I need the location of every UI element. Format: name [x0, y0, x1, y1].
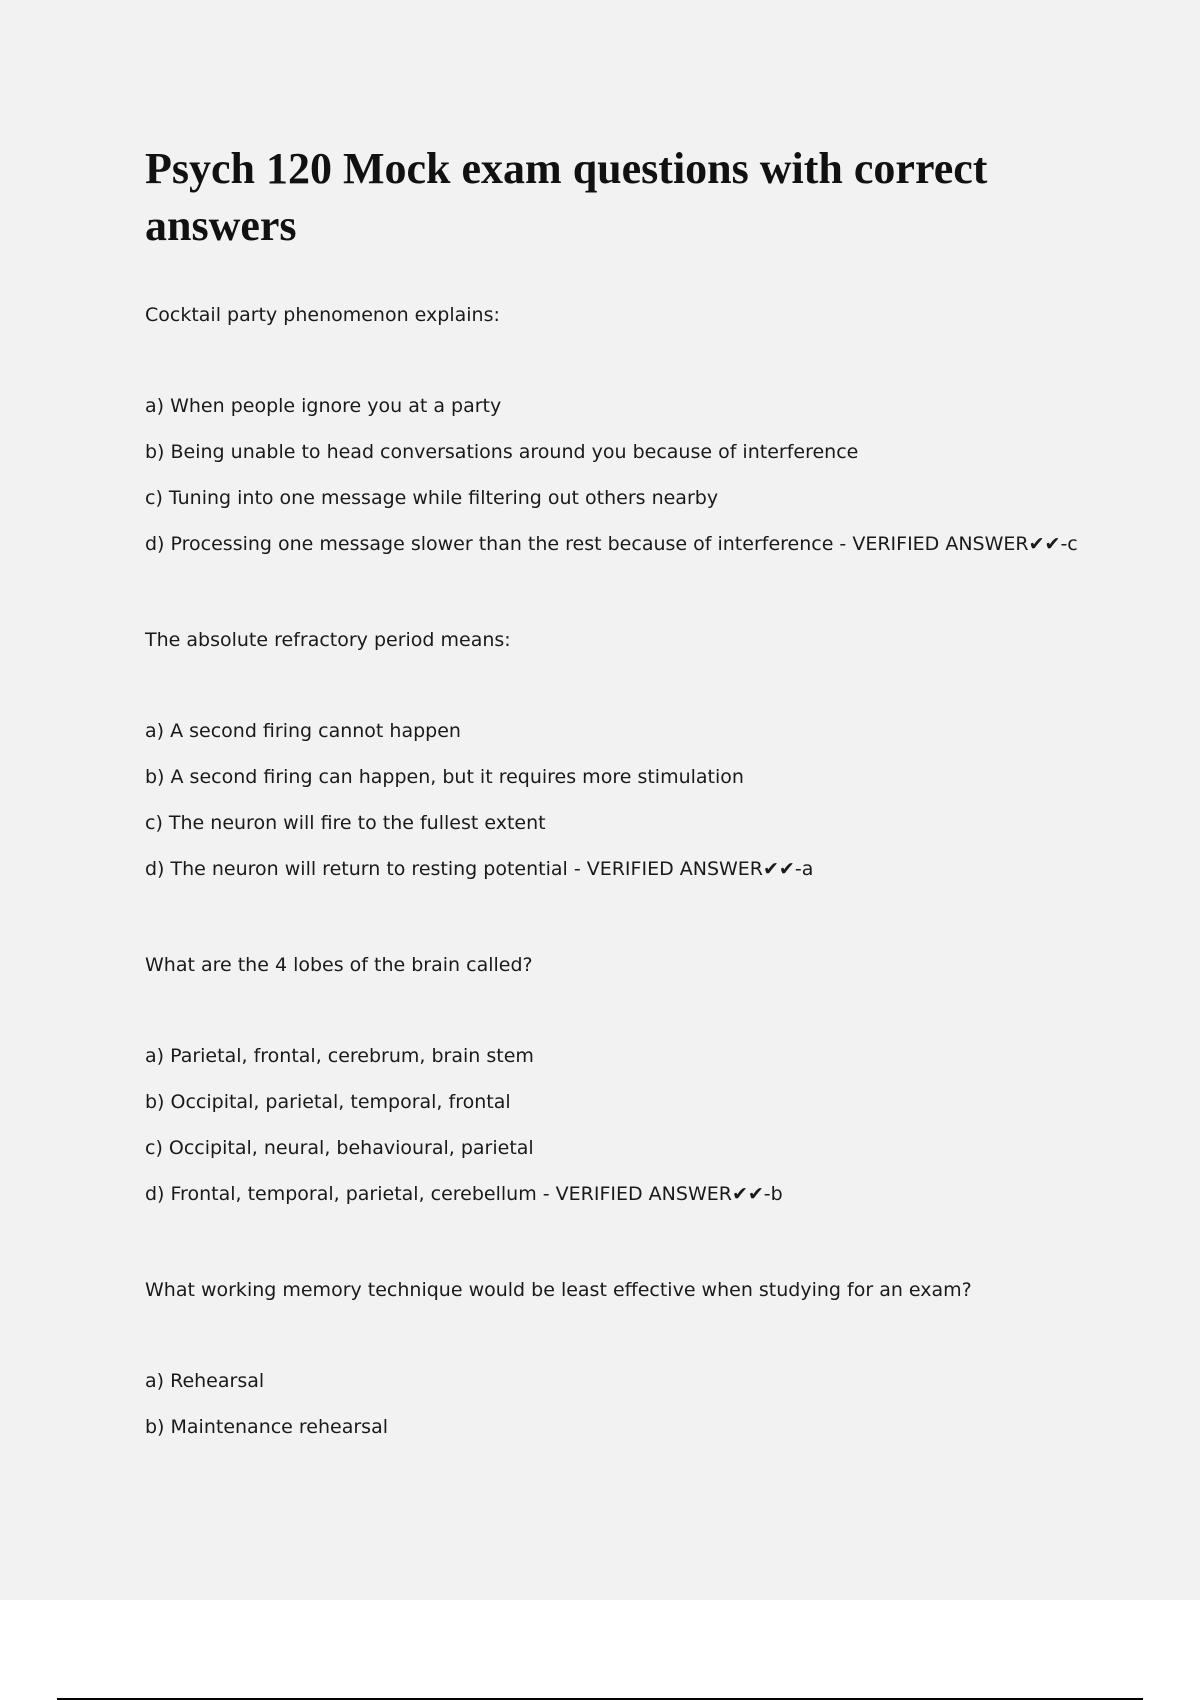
question-text: What are the 4 lobes of the brain called?	[145, 954, 533, 976]
answer-option-d: d) Frontal, temporal, parietal, cerebellum - VERIFIED ANSWER✔✔-b	[145, 1183, 783, 1205]
question-block-2	[145, 627, 1105, 882]
answer-option-d: d) Processing one message slower than the rest because of interference - VERIFIED ANSWER✔✔-c	[145, 533, 1078, 555]
question-block-3	[145, 952, 1105, 1207]
answer-option-c: c) Occipital, neural, behavioural, parietal	[145, 1137, 534, 1159]
answer-option-b: b) Maintenance rehearsal	[145, 1416, 389, 1438]
question-text: The absolute refractory period means:	[145, 629, 511, 651]
answer-option-b: b) Being unable to head conversations around you because of interference	[145, 441, 859, 463]
answer-option-a: a) A second firing cannot happen	[145, 720, 461, 742]
answer-option-d: d) The neuron will return to resting potential - VERIFIED ANSWER✔✔-a	[145, 858, 814, 880]
question-text: What working memory technique would be least effective when studying for an exam?	[145, 1279, 972, 1301]
answer-option-a: a) Rehearsal	[145, 1370, 265, 1392]
question-block-4	[145, 1277, 1105, 1440]
answer-option-a: a) Parietal, frontal, cerebrum, brain stem	[145, 1045, 534, 1067]
answer-option-a: a) When people ignore you at a party	[145, 395, 502, 417]
question-text: Cocktail party phenomenon explains:	[145, 304, 500, 326]
document-content	[145, 140, 1105, 1440]
answer-option-b: b) Occipital, parietal, temporal, frontal	[145, 1091, 511, 1113]
answer-option-c: c) Tuning into one message while filtering out others nearby	[145, 487, 719, 509]
answer-option-c: c) The neuron will fire to the fullest extent	[145, 812, 546, 834]
answer-option-b: b) A second firing can happen, but it requires more stimulation	[145, 766, 744, 788]
question-block-1	[145, 302, 1105, 557]
document-title: Psych 120 Mock exam questions with correct answers	[145, 144, 988, 250]
